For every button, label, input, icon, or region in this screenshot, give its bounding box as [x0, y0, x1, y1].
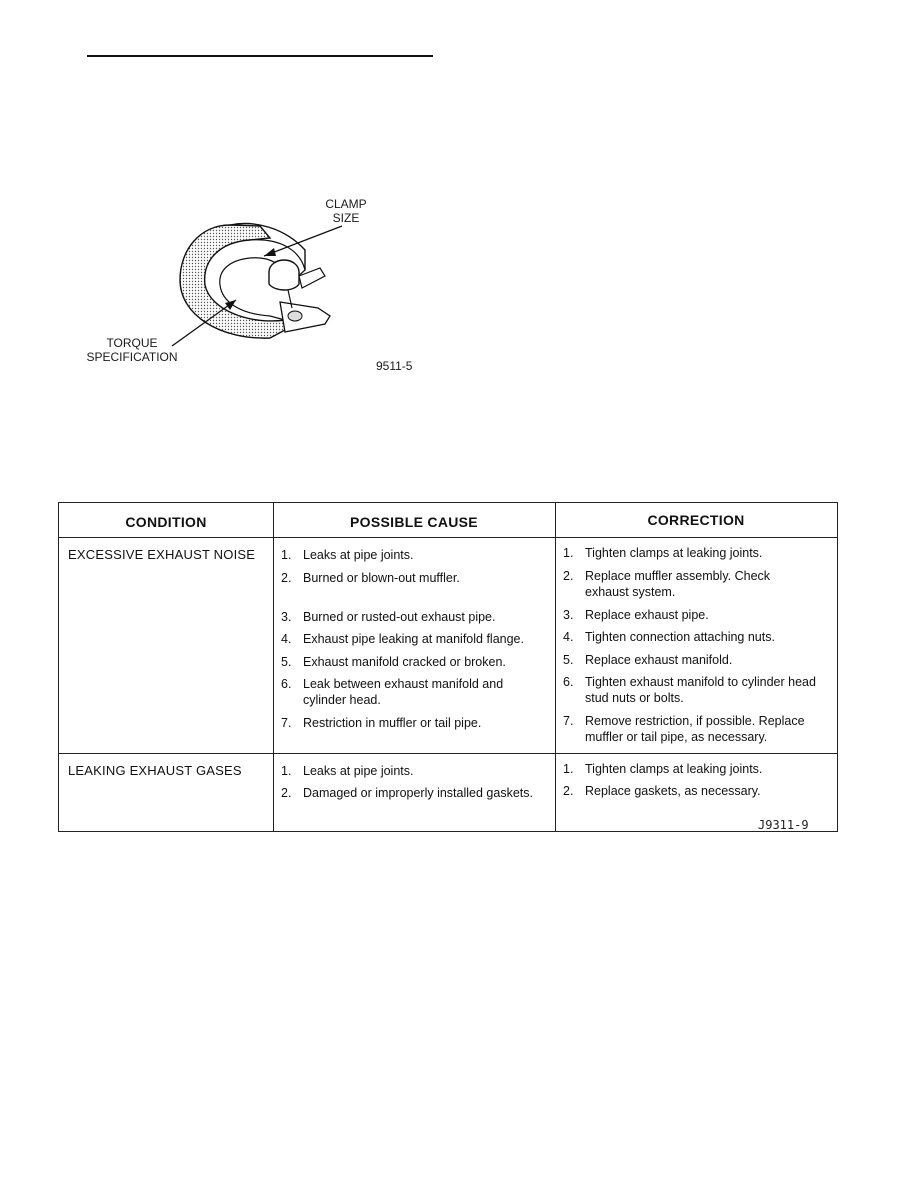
- clamp-figure: [80, 190, 450, 380]
- item-number: 2.: [281, 786, 292, 800]
- item-number: 3.: [563, 608, 574, 622]
- cause-item: [281, 654, 551, 670]
- item-text: Replace exhaust pipe.: [585, 608, 709, 622]
- correction-item: [563, 674, 825, 706]
- item-text: Leak between exhaust manifold and cylinder head.: [303, 677, 504, 707]
- item-text: Replace muffler assembly. Check exhaust system.: [585, 569, 771, 599]
- item-number: 3.: [281, 610, 292, 624]
- cause-item: [281, 570, 551, 586]
- item-text: Tighten clamps at leaking joints.: [585, 762, 763, 776]
- figure-code: 9511-5: [376, 359, 413, 373]
- item-number: 5.: [563, 653, 574, 667]
- correction-item: [563, 652, 833, 668]
- correction-item: [563, 545, 833, 561]
- torque-label-line1: TORQUE: [106, 336, 158, 350]
- item-number: 7.: [563, 714, 574, 728]
- item-text: Exhaust manifold cracked or broken.: [303, 655, 506, 669]
- item-text: Replace exhaust manifold.: [585, 653, 733, 667]
- cause-item: [281, 676, 531, 708]
- item-number: 2.: [281, 571, 292, 585]
- item-number: 5.: [281, 655, 292, 669]
- item-text: Tighten clamps at leaking joints.: [585, 546, 763, 560]
- cause-item: [281, 763, 551, 779]
- item-text: Tighten exhaust manifold to cylinder head stud nuts or bolts.: [585, 675, 816, 705]
- cause-item: [281, 715, 551, 731]
- cause-item: [281, 547, 551, 563]
- item-text: Tighten connection attaching nuts.: [585, 630, 775, 644]
- item-text: Damaged or improperly installed gaskets.: [303, 786, 533, 800]
- item-number: 4.: [281, 632, 292, 646]
- correction-item: [563, 607, 833, 623]
- item-number: 1.: [281, 764, 292, 778]
- header-correction: CORRECTION: [647, 512, 745, 528]
- diagnosis-table: [58, 502, 838, 832]
- item-text: Burned or rusted-out exhaust pipe.: [303, 610, 496, 624]
- item-number: 6.: [563, 675, 574, 689]
- correction-item: [563, 761, 833, 777]
- correction-item: [563, 629, 833, 645]
- header-cause: POSSIBLE CAUSE: [350, 514, 478, 530]
- col-divider-1: [273, 503, 274, 831]
- clamp-label-line1: CLAMP: [325, 197, 367, 211]
- item-number: 1.: [563, 762, 574, 776]
- item-number: 6.: [281, 677, 292, 691]
- item-text: Leaks at pipe joints.: [303, 548, 414, 562]
- item-text: Replace gaskets, as necessary.: [585, 784, 761, 798]
- cause-item: [281, 609, 551, 625]
- item-number: 2.: [563, 784, 574, 798]
- torque-spec-label: [80, 336, 184, 364]
- header-divider: [59, 537, 837, 538]
- cause-item: [281, 631, 551, 647]
- item-text: Remove restriction, if possible. Replace muffler or tail pipe, as necessary.: [585, 714, 805, 744]
- figure-caption: J9311-9: [758, 818, 809, 832]
- row-divider: [59, 753, 837, 754]
- col-divider-2: [555, 503, 556, 831]
- item-number: 4.: [563, 630, 574, 644]
- item-text: Exhaust pipe leaking at manifold flange.: [303, 632, 524, 646]
- condition-cell: LEAKING EXHAUST GASES: [68, 763, 242, 778]
- item-text: Restriction in muffler or tail pipe.: [303, 716, 482, 730]
- item-number: 1.: [281, 548, 292, 562]
- item-number: 2.: [563, 569, 574, 583]
- condition-cell: EXCESSIVE EXHAUST NOISE: [68, 547, 256, 562]
- item-number: 7.: [281, 716, 292, 730]
- cause-item: [281, 785, 553, 801]
- clamp-size-label: [312, 197, 380, 225]
- header-condition: CONDITION: [125, 514, 207, 530]
- item-text: Leaks at pipe joints.: [303, 764, 414, 778]
- clamp-label-line2: SIZE: [332, 211, 360, 225]
- correction-item: [563, 568, 803, 600]
- top-rule: [87, 55, 433, 57]
- item-number: 1.: [563, 546, 574, 560]
- correction-item: [563, 783, 833, 799]
- item-text: Burned or blown-out muffler.: [303, 571, 460, 585]
- correction-item: [563, 713, 833, 745]
- torque-label-line2: SPECIFICATION: [86, 350, 178, 364]
